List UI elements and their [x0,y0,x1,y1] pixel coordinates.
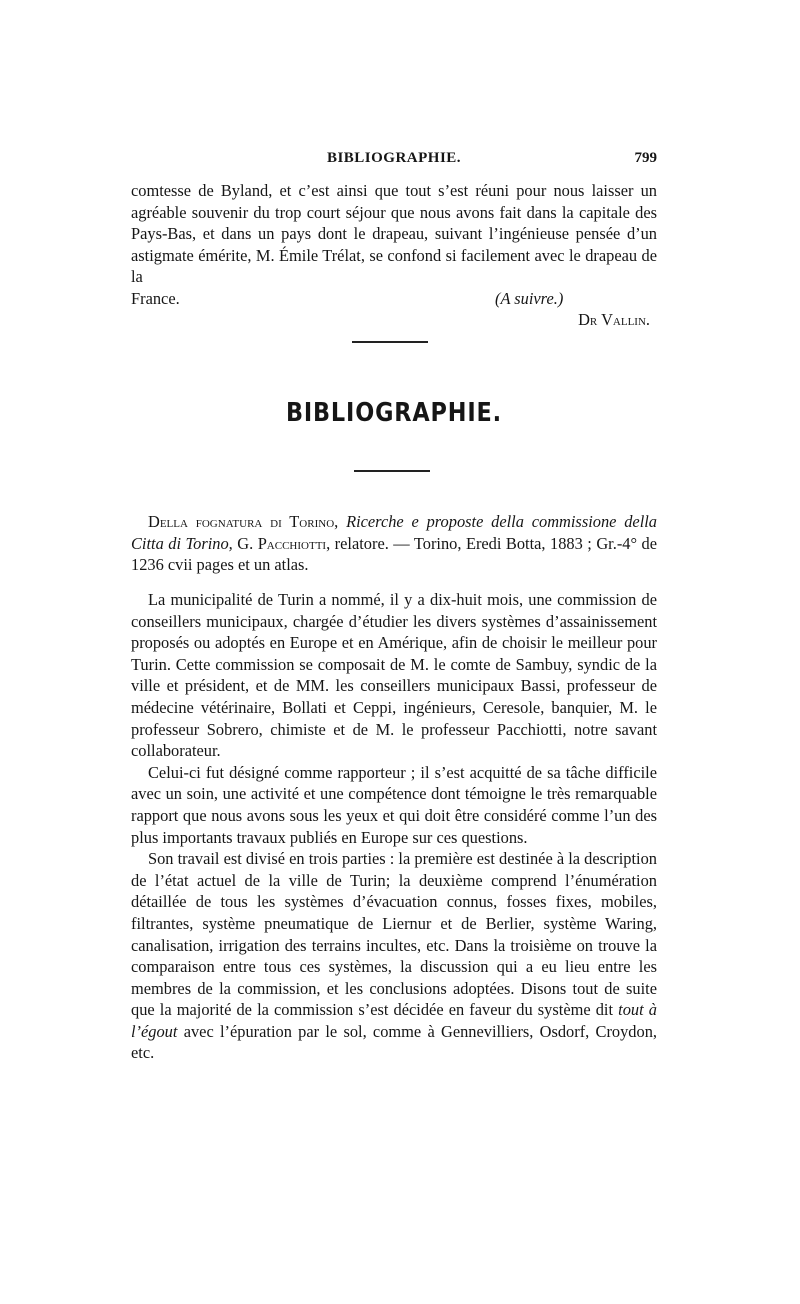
review-body [131,589,657,1064]
entry-author: Pacchiotti, [257,533,331,553]
author-signature: Dr Vallin. [578,310,650,329]
running-head [131,150,657,174]
running-title: BIBLIOGRAPHIE. [326,150,462,166]
paragraph-3-italic: tout à l’égout [131,1000,657,1041]
paragraph-1: La municipalité de Turin a nommé, il y a dix-huit mois, une commission de conseillers municipaux, chargée d’étudier les divers systèmes d’assainissement proposés ou adoptés en Europe et en Amérique, afin de choisir le meilleur pour Turin. Cette commission se composait de M. le comte de Sambuy, syndic de la ville et président, et de MM. les conseillers municipaux Bassi, professeur de médecine vétérinaire, Bollati et Ceppi, ingénieurs, Ceresole, banquier, M. le professeur Sobrero, chimiste et de M. le professeur Pacchiotti, notre savant collaborateur. [131,590,657,761]
closing-word: France. [131,289,180,308]
section-title: BIBLIOGRAPHIE. [285,398,503,428]
entry-subtitle: Ricerche e proposte della commissione della Citta di Torino, [131,512,657,553]
to-follow-note: (A suivre.) [495,289,564,308]
entry-author-initial: G. [237,533,254,553]
paragraph-2: Celui-ci fut désigné comme rapporteur ; il s’est acquitté de sa tâche difficile avec un soin, une activité et une compétence dont témoigne le très remarquable rapport que nous avons sous les yeux et qui doit être considéré comme l’un des plus importants travaux publiés en Europe sur ces questions. [131,762,657,847]
bibliographic-entry [131,511,657,576]
entry-publication-details: relatore. — Torino, Eredi Botta, 1883 ; Gr.-4° de 1236 cvii pages et un atlas. [131,533,657,575]
continuation-text: comtesse de Byland, et c’est ainsi que tout s’est réuni pour nous laisser un agréable souvenir du trop court séjour que nous avons fait dans la capitale des Pays-Bas, et dans un pays dont le drapeau, suivant l’ingénieuse pensée d’un astigmate émérite, M. Émile Trélat, se confond si facilement avec le drapeau de la [131,181,657,287]
divider-rule-bottom [354,470,430,472]
paragraph-3 [131,848,657,1064]
continuation-paragraph [131,180,657,288]
paragraph-3-text-b: avec l’épuration par le sol, comme à Gennevilliers, Osdorf, Croydon, etc. [131,1021,657,1063]
page-number: 799 [634,150,657,166]
paragraph-3-text-a: Son travail est divisé en trois parties : la première est destinée à la description de l’état actuel de la ville de Turin; la deuxième comprend l’énumération détaillée de tous les systèmes d’évacuation connus, fosses fixes, mobiles, filtrantes, système pneumatique de Liernur et de Berlier, système Waring, canalisation, irrigation des terrains incultes, etc. Dans la troisième on trouve la comparaison entre tous ces systèmes, la discussion qui a eu lieu entre les membres de la commission, et les conclusions adoptées. Disons tout de suite que la majorité de la commission s’est décidée en faveur du système dit [131,849,657,1020]
divider-rule-top [352,341,428,343]
entry-title: Della fognatura di Torino, [148,512,339,531]
